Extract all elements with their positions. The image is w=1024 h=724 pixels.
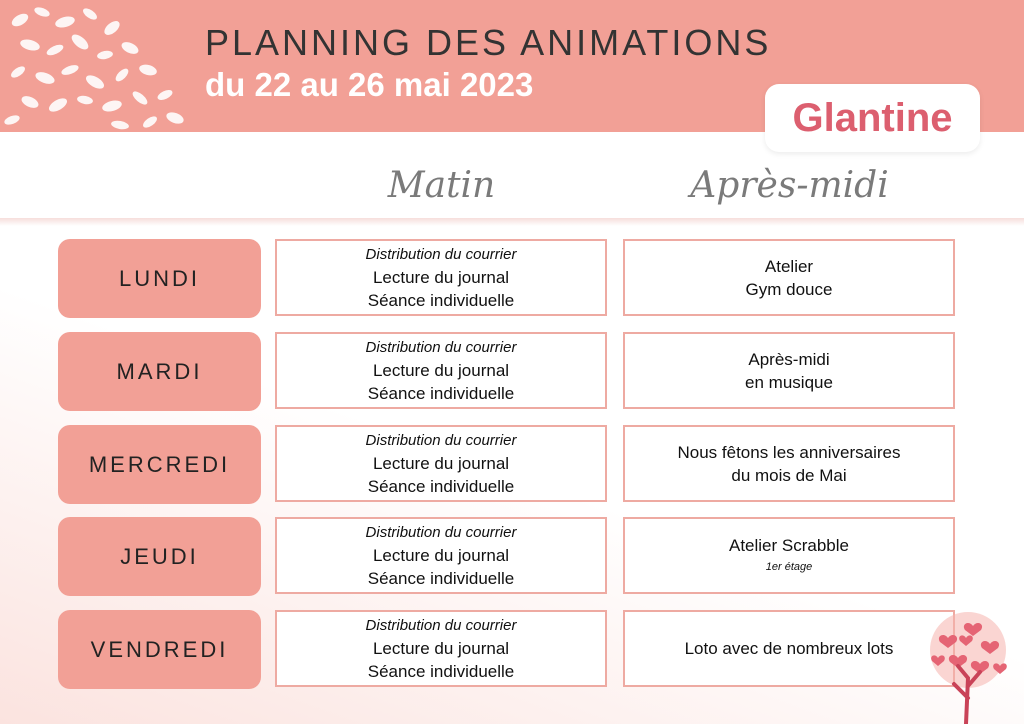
activity-line: Séance individuelle: [367, 291, 515, 310]
day-label: MARDI: [116, 358, 203, 384]
activity-line: Lecture du journal: [372, 268, 510, 287]
day-row: [0, 425, 1024, 504]
day-label-pill: [58, 425, 261, 504]
page-title: PLANNING DES ANIMATIONS: [205, 22, 772, 63]
day-row: [0, 332, 1024, 411]
afternoon-activities: [623, 425, 955, 502]
activity-line: du mois de Mai: [731, 465, 847, 485]
activity-line: Atelier: [764, 256, 814, 276]
date-range: du 22 au 26 mai 2023: [205, 66, 534, 103]
day-label-pill: [58, 517, 261, 596]
activity-line: Nous fêtons les anniversaires: [677, 442, 901, 462]
day-label: VENDREDI: [90, 636, 229, 662]
morning-activities: [275, 332, 607, 409]
day-label: JEUDI: [120, 543, 199, 569]
activity-line: Loto avec de nombreux lots: [684, 639, 894, 658]
afternoon-activities: [623, 332, 955, 409]
activity-line: Après-midi: [748, 349, 830, 369]
day-row: [0, 239, 1024, 318]
activity-line: Distribution du courrier: [365, 524, 517, 541]
activity-line: Séance individuelle: [367, 569, 515, 588]
activity-line: Lecture du journal: [372, 361, 510, 380]
day-row: [0, 517, 1024, 596]
header-divider: [0, 218, 1024, 226]
day-label-pill: [58, 610, 261, 689]
activity-line: Lecture du journal: [372, 454, 510, 473]
activity-line: Distribution du courrier: [365, 246, 517, 263]
residence-name: Glantine: [792, 95, 953, 140]
afternoon-activities: [623, 517, 955, 594]
activity-line: Distribution du courrier: [365, 339, 517, 356]
column-header-morning: Matin: [387, 165, 496, 206]
activity-location-note: 1er étage: [765, 561, 813, 573]
activity-line: Séance individuelle: [367, 477, 515, 496]
morning-activities: [275, 239, 607, 316]
morning-activities: [275, 517, 607, 594]
leaf-cluster-icon: [0, 0, 200, 132]
activity-line: en musique: [745, 372, 833, 392]
activity-line: Distribution du courrier: [365, 432, 517, 449]
activity-line: Gym douce: [745, 279, 833, 299]
activity-line: Distribution du courrier: [365, 617, 517, 634]
activity-line: Atelier Scrabble: [728, 536, 849, 555]
afternoon-activities: [623, 610, 955, 687]
day-row: [0, 610, 1024, 689]
morning-activities: [275, 425, 607, 502]
activity-line: Séance individuelle: [367, 384, 515, 403]
afternoon-activities: [623, 239, 955, 316]
residence-badge: [765, 84, 980, 152]
morning-activities: [275, 610, 607, 687]
column-header-afternoon: Après-midi: [690, 165, 889, 206]
heart-tree-icon: [918, 608, 1018, 724]
day-label-pill: [58, 239, 261, 318]
activity-line: Lecture du journal: [372, 639, 510, 658]
day-label: LUNDI: [118, 265, 200, 291]
day-label-pill: [58, 332, 261, 411]
activity-line: Séance individuelle: [367, 662, 515, 681]
activity-line: Lecture du journal: [372, 546, 510, 565]
day-label: MERCREDI: [88, 451, 231, 477]
